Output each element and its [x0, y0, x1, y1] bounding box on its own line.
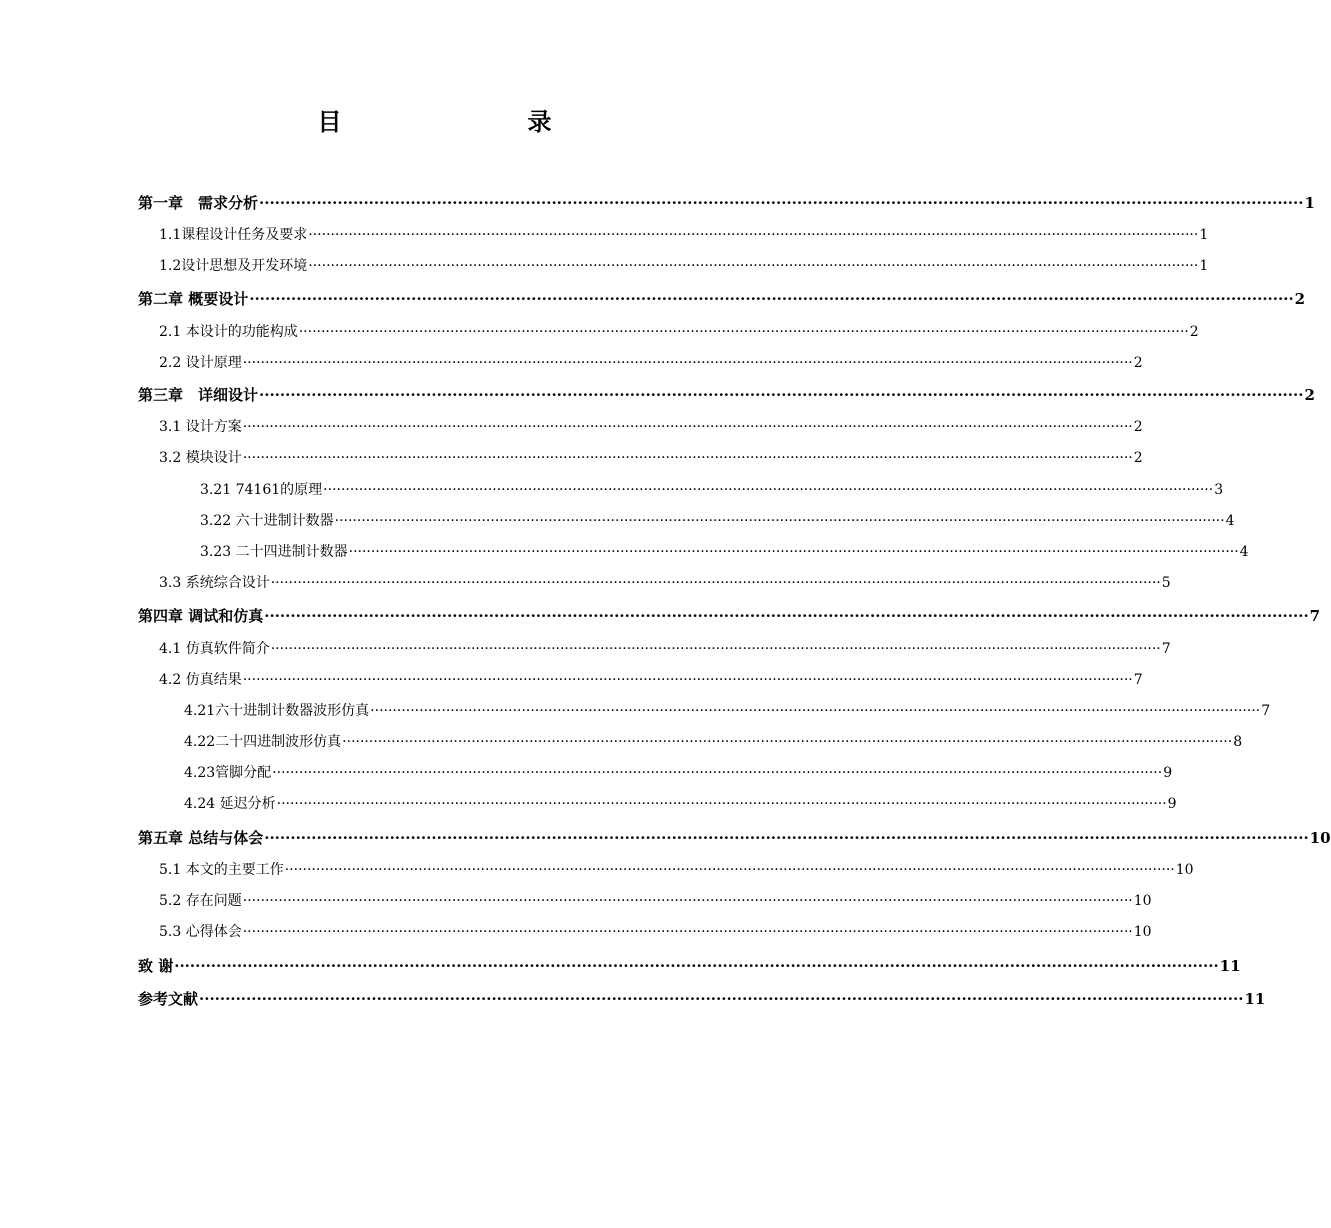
toc-entry-page-number: 3	[1214, 482, 1224, 498]
toc-entry-page-number: 10	[1175, 862, 1194, 878]
toc-entry-page-number: 7	[1309, 607, 1321, 625]
toc-entry-label: 4.1 仿真软件简介	[159, 641, 270, 657]
toc-entry-page-number: 11	[1219, 957, 1241, 975]
toc-leader-dots: ········································································································································································································	[284, 862, 1175, 878]
toc-entry[interactable]	[138, 955, 1241, 977]
toc-leader-dots: ········································································································································································································	[270, 575, 1161, 591]
toc-entry[interactable]	[159, 224, 1209, 246]
toc-entry[interactable]	[138, 384, 1315, 406]
toc-entry-label: 致 谢	[138, 957, 174, 975]
toc-entry-label: 2.2 设计原理	[159, 355, 242, 371]
toc-entry-page-number: 8	[1233, 734, 1243, 750]
toc-entry[interactable]	[200, 479, 1224, 501]
toc-entry-page-number: 2	[1133, 355, 1143, 371]
toc-leader-dots: ········································································································································································································	[298, 324, 1189, 340]
toc-leader-dots: ········································································································································································································	[242, 419, 1133, 435]
toc-entry-page-number: 10	[1309, 829, 1331, 847]
toc-leader-dots: ········································································································································································································	[276, 796, 1167, 812]
toc-entry-label: 第二章 概要设计	[138, 290, 249, 308]
toc-entry[interactable]	[159, 572, 1171, 594]
toc-leader-dots: ········································································································································································································	[242, 924, 1133, 940]
toc-leader-dots: ········································································································································································································	[259, 386, 1304, 404]
toc-entry-page-number: 2	[1133, 450, 1143, 466]
toc-entry-label: 2.1 本设计的功能构成	[159, 324, 298, 340]
toc-leader-dots: ········································································································································································································	[308, 227, 1199, 243]
toc-entry-page-number: 2	[1133, 419, 1143, 435]
toc-entry[interactable]	[159, 638, 1171, 660]
toc-entry-label: 3.1 设计方案	[159, 419, 242, 435]
toc-entry[interactable]	[184, 793, 1177, 815]
toc-entry-label: 4.21六十进制计数器波形仿真	[184, 703, 370, 719]
toc-entry-page-number: 1	[1199, 227, 1209, 243]
toc-entry[interactable]	[159, 321, 1199, 343]
toc-entry[interactable]	[159, 890, 1152, 912]
toc-entry-label: 3.21 74161的原理	[200, 482, 323, 498]
toc-entry-label: 3.2 模块设计	[159, 450, 242, 466]
toc-leader-dots: ········································································································································································································	[308, 258, 1199, 274]
toc-entry[interactable]	[159, 669, 1143, 691]
toc-entry-label: 3.22 六十进制计数器	[200, 513, 334, 529]
toc-leader-dots: ········································································································································································································	[370, 703, 1261, 719]
toc-entry-page-number: 10	[1133, 893, 1152, 909]
toc-entry[interactable]	[200, 541, 1249, 563]
toc-entry-page-number: 4	[1239, 544, 1249, 560]
toc-leader-dots: ········································································································································································································	[242, 893, 1133, 909]
toc-entry[interactable]	[159, 255, 1209, 277]
toc-entry-label: 参考文献	[138, 990, 199, 1008]
toc-entry-label: 4.23管脚分配	[184, 765, 272, 781]
toc-entry[interactable]	[159, 447, 1143, 469]
toc-entry-page-number: 7	[1133, 672, 1143, 688]
toc-entry-page-number: 9	[1163, 765, 1173, 781]
toc-entry[interactable]	[159, 352, 1143, 374]
toc-entry-page-number: 1	[1199, 258, 1209, 274]
toc-entry-label: 3.3 系统综合设计	[159, 575, 270, 591]
toc-entry-label: 第五章 总结与体会	[138, 829, 264, 847]
toc-leader-dots: ········································································································································································································	[264, 829, 1309, 847]
toc-entry-label: 4.22二十四进制波形仿真	[184, 734, 342, 750]
toc-entry[interactable]	[138, 192, 1315, 214]
toc-leader-dots: ········································································································································································································	[249, 290, 1294, 308]
toc-entry[interactable]	[138, 605, 1321, 627]
toc-entry-label: 5.1 本文的主要工作	[159, 862, 284, 878]
toc-leader-dots: ········································································································································································································	[259, 194, 1304, 212]
toc-entry[interactable]	[159, 416, 1143, 438]
toc-entry-label: 第一章 需求分析	[138, 194, 259, 212]
toc-entry-label: 第四章 调试和仿真	[138, 607, 264, 625]
toc-entry-page-number: 2	[1294, 290, 1306, 308]
toc-entry-page-number: 5	[1161, 575, 1171, 591]
toc-leader-dots: ········································································································································································································	[342, 734, 1233, 750]
toc-entry[interactable]	[200, 510, 1235, 532]
toc-entry-label: 5.2 存在问题	[159, 893, 242, 909]
toc-entry-page-number: 10	[1133, 924, 1152, 940]
toc-leader-dots: ········································································································································································································	[199, 990, 1244, 1008]
toc-entry-page-number: 7	[1161, 641, 1171, 657]
toc-leader-dots: ········································································································································································································	[348, 544, 1239, 560]
toc-entry[interactable]	[159, 859, 1194, 881]
toc-leader-dots: ········································································································································································································	[323, 482, 1214, 498]
toc-entry-label: 5.3 心得体会	[159, 924, 242, 940]
toc-entry[interactable]	[138, 288, 1306, 310]
toc-leader-dots: ········································································································································································································	[334, 513, 1225, 529]
toc-entry-label: 3.23 二十四进制计数器	[200, 544, 348, 560]
toc-entry-page-number: 1	[1304, 194, 1315, 212]
toc-entry-label: 4.2 仿真结果	[159, 672, 242, 688]
toc-leader-dots: ········································································································································································································	[270, 641, 1161, 657]
toc-entry-label: 1.2设计思想及开发环境	[159, 258, 308, 274]
toc-leader-dots: ········································································································································································································	[242, 450, 1133, 466]
toc-leader-dots: ········································································································································································································	[272, 765, 1163, 781]
toc-entry[interactable]	[184, 762, 1173, 784]
toc-entry-label: 1.1课程设计任务及要求	[159, 227, 308, 243]
toc-entry[interactable]	[138, 988, 1266, 1010]
toc-entry-label: 4.24 延迟分析	[184, 796, 276, 812]
toc-entry-page-number: 4	[1225, 513, 1235, 529]
toc-leader-dots: ········································································································································································································	[242, 355, 1133, 371]
toc-entry[interactable]	[184, 700, 1271, 722]
toc-entry[interactable]	[159, 921, 1152, 943]
toc-entry-page-number: 11	[1244, 990, 1266, 1008]
toc-entry-page-number: 9	[1167, 796, 1177, 812]
toc-entry-label: 第三章 详细设计	[138, 386, 259, 404]
page-title: 目 录	[317, 107, 598, 136]
toc-entry[interactable]	[184, 731, 1243, 753]
toc-entry-page-number: 7	[1261, 703, 1271, 719]
toc-entry-page-number: 2	[1189, 324, 1199, 340]
toc-entry[interactable]	[138, 827, 1331, 849]
toc-leader-dots: ········································································································································································································	[174, 957, 1219, 975]
toc-leader-dots: ········································································································································································································	[242, 672, 1133, 688]
toc-entry-page-number: 2	[1304, 386, 1315, 404]
toc-leader-dots: ········································································································································································································	[264, 607, 1309, 625]
